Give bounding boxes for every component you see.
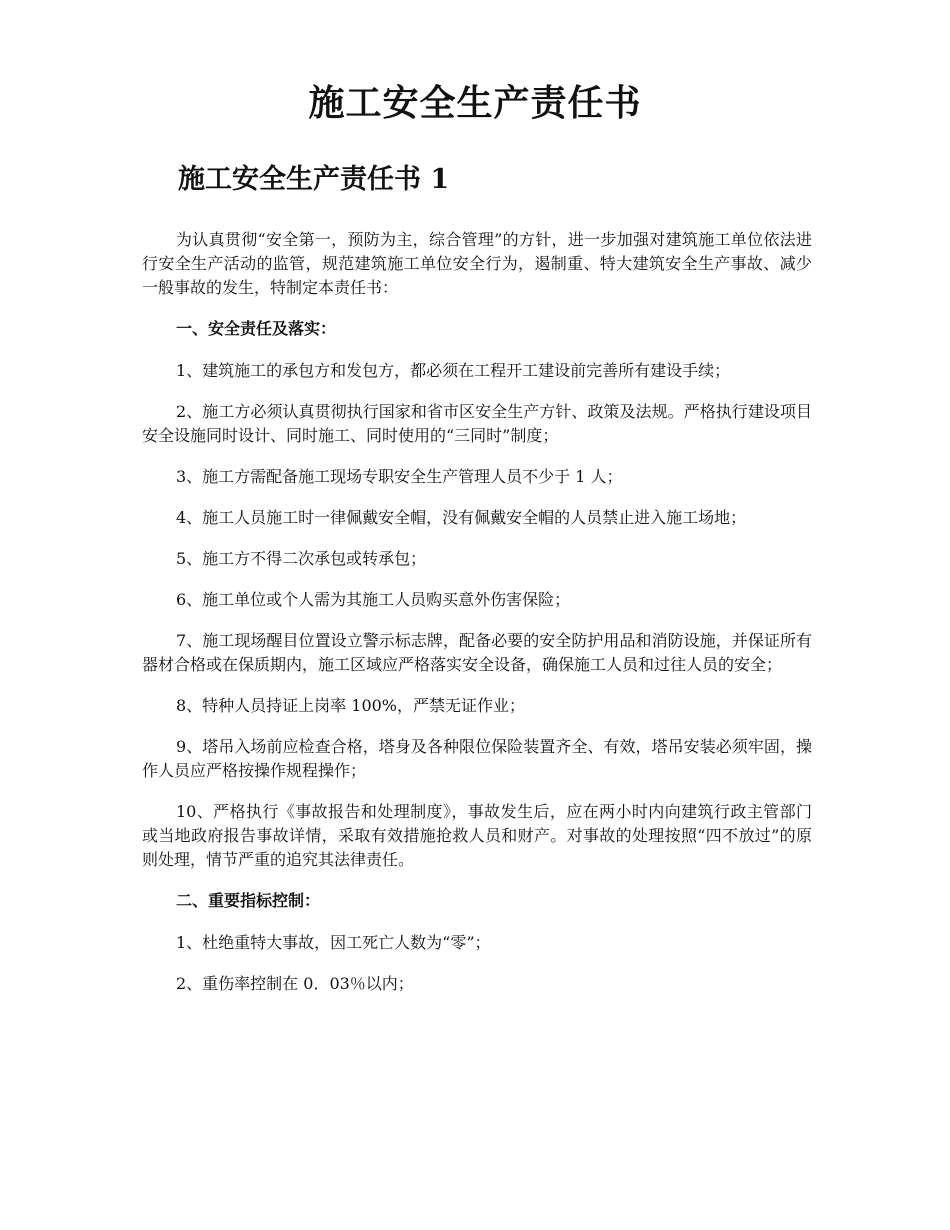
part1-item: 1、建筑施工的承包方和发包方，都必须在工程开工建设前完善所有建设手续； [176, 361, 731, 380]
part2-heading: 二、重要指标控制： [176, 891, 321, 910]
part1-item: 9、塔吊入场前应检查合格，塔身及各种限位保险装置齐全、有效，塔吊安装必须牢固，操作人员应严格按操作规程操作； [142, 737, 812, 780]
part1-item: 7、施工现场醒目位置设立警示标志牌，配备必要的安全防护用品和消防设施，并保证所有器材合格或在保质期内，施工区域应严格落实安全设备，确保施工人员和过往人员的安全； [142, 631, 812, 674]
part1-heading: 一、安全责任及落实： [176, 319, 337, 338]
part1-item: 8、特种人员持证上岗率 100%，严禁无证作业； [176, 696, 526, 715]
document-body [142, 228, 812, 1013]
document-title: 施工安全生产责任书 [308, 82, 642, 124]
part1-item: 6、施工单位或个人需为其施工人员购买意外伤害保险； [176, 590, 571, 609]
part1-item: 3、施工方需配备施工现场专职安全生产管理人员不少于 1 人； [176, 467, 623, 486]
part1-item: 10、严格执行《事故报告和处理制度》，事故发生后，应在两小时内向建筑行政主管部门或当地政府报告事故详情，采取有效措施抢救人员和财产。对事故的处理按照“四不放过”的原则处理，情节严重的追究其法律责任。 [142, 802, 812, 869]
part1-item: 4、施工人员施工时一律佩戴安全帽，没有佩戴安全帽的人员禁止进入施工场地； [176, 508, 747, 527]
section-title: 施工安全生产责任书 1 [178, 164, 450, 195]
part2-item: 2、重伤率控制在 0．03％以内； [176, 974, 414, 993]
part1-item: 2、施工方必须认真贯彻执行国家和省市区安全生产方针、政策及法规。严格执行建设项目安全设施同时设计、同时施工、同时使用的“三同时”制度； [142, 402, 812, 445]
intro-paragraph: 为认真贯彻“安全第一，预防为主，综合管理”的方针，进一步加强对建筑施工单位依法进行安全生产活动的监管，规范建筑施工单位安全行为，遏制重、特大建筑安全生产事故、减少一般事故的发生，特制定本责任书： [142, 230, 812, 297]
part2-item: 1、杜绝重特大事故，因工死亡人数为“零”； [176, 933, 491, 952]
part1-item: 5、施工方不得二次承包或转承包； [176, 549, 427, 568]
